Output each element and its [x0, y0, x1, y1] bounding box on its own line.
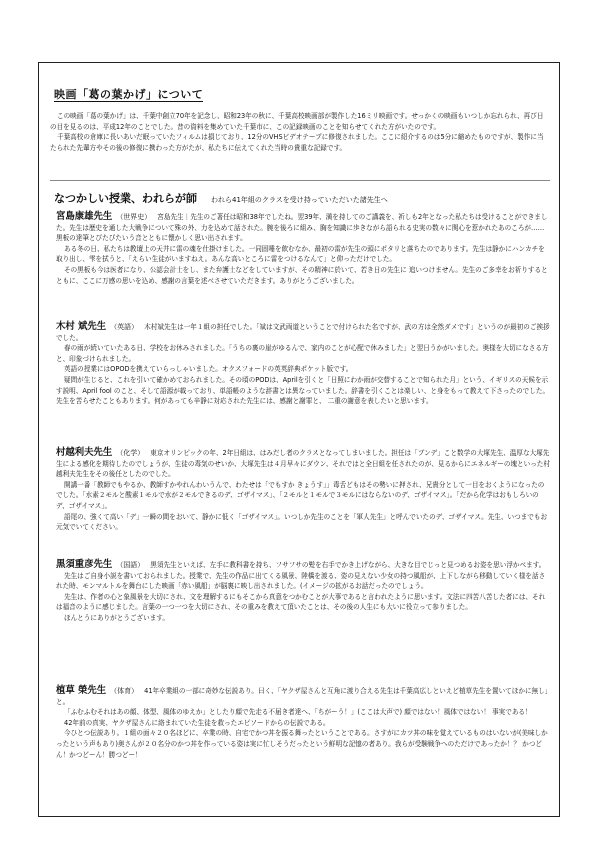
- teacher-name: 宮島康雄先生: [56, 211, 113, 222]
- teacher-name: 黒須重彦先生: [56, 559, 113, 570]
- teacher-subject: （国語）: [116, 561, 145, 569]
- teacher-paragraph: 黒須先生といえば、左手に教科書を持ち、フサフサの髪を右手でかき上げながら、大きな目でじっと見つめるお姿を思い浮かべます。: [150, 561, 546, 569]
- intro-title: 映画「葛の葉かげ」について: [54, 88, 204, 101]
- intro-body: [50, 111, 550, 153]
- teacher-block-kimura: [56, 322, 550, 407]
- teacher-paragraph: 41年卒業組の一部に奇妙な伝説あり。曰く、「ヤクザ屋さんと互角に渡り合える先生は千葉高広しといえど植草先生を置いてほかに無し」と。: [56, 687, 549, 706]
- teacher-paragraph: 先生は、作者の心と象風景を大切にされ、文を理解するにもそこから真意をつかむことが大事であると言われたように思います。文法に四苦八苦した者には、それは福音のように感じました。言葉の一つ一つを大切にされ、その重みを教えて頂いたことは、その後の人生にも大いに役立って参りました。: [56, 592, 546, 612]
- teacher-paragraph: ある冬の日、私たちは教壇上の天井に雷の魂を仕掛けました。一同固唾を飲むなか、最初の雷が先生の頭にポタリと落ちたのであります。先生は静かにハンカチを取り出し、雫を拭うと、「えらい生徒がいますねえ。あんな高いところに雷をつけるなんて」と仰っただけでした。: [56, 244, 545, 264]
- teacher-paragraph: ほんとうにありがとうございます。: [64, 613, 169, 622]
- teacher-paragraph: 英語の授業にはOPODを携えていらっしゃいました。オクスフォードの英英辞典ポケット版です。: [64, 365, 353, 374]
- teacher-name: 村越利夫先生: [56, 447, 113, 458]
- teacher-name: 木村 斌先生: [56, 321, 107, 332]
- teacher-paragraph: 先生はご自身小説を書いておられました。授業で、先生の作品に出てくる風景、陸橋を渡る、姿の見えない少女の持つ風船が、上下しながら移動していく様を話された時、モンマルトルを舞台にした映画「赤い風船」が脳裏に映し出されました。(イメージの拡がるお話だったのでしょう。: [56, 571, 546, 591]
- section-title: [54, 190, 388, 206]
- teacher-paragraph: 開講一番「教師でもやるか、教師すかやれんわいうんで、わたせは「でもすか きょうす」」毒舌どもはその勢いに押され、兄貴分として一目をおくようになったのでした。「水素２モルと酸素１モルで水が２モルできるのデ、ゴザイマス」、「２モルと１モルで３モルにはならないのデ、ゴザイマス」。「だから化学はおもしろいのデ、ゴザイマス」。: [56, 480, 545, 510]
- teacher-block-murakoshi: [56, 448, 550, 533]
- teacher-paragraph: 語尾の、強くて高い「デ」一瞬の間をおいて、静かに低く「ゴザイマス」。いつしか先生のことを「軍人先生」と呼んでいたのデ、ゴザイマス。先生、いつまでもお元気でいてください。: [56, 512, 548, 532]
- teacher-subject: （英語）: [110, 323, 139, 331]
- teacher-paragraph: 疑問が生じると、これを引いて確かめておられました。その頃のPODは、Aprilを引くと「日照にわか雨が交替することで知られた月」という、イギリスの天候を示す説明、April fool のこと、そして語源が載っており、単語帳のような辞書とは異なっていました。辞書を引くことは楽しい、と身をもって教えて下さったのでした。先生を苦らせたこともあります。何があっても辛静に対応された先生には、感謝と謝罪と、 二重の謝意を表したいと思います。: [56, 375, 550, 406]
- teacher-paragraph: 東京オリンピックの年、2年日組は、はみだし者のクラスとなってしまいました。担任は「ブンデ」こと数学の大塚先生、温厚な大塚先生による感化を期待したのでしょうが、生徒の毒気のせいか、大塚先生は４月早々にダウン、それではと全日組を任されたのが、見るからにエネルギーの塊といった村越利夫先生をその後任としたのでした。: [56, 449, 550, 479]
- intro-paragraph-2: 千葉高校の倉庫に長いあいだ眠っていたフィルムは損じており、12分のVHSビデオテープに修復されました。ここに紹介するのは5分に縮めたものですが、製作に当たられた先輩方やその後の修復に携わった方がたが、私たちに伝えてくれた当時の貴重な記録です。: [50, 133, 544, 152]
- teacher-subject: （化学）: [116, 449, 145, 457]
- teacher-paragraph: 今ひとつ伝説あり。１組の面々２０名ほどに、卒業の時、自宅でかつ丼を振る舞ったということである。さすがにカツ丼の味を覚えているものはいないが(美味しかったという声もあり)奥さんが２０名分のかつ丼を作っている姿は実に忙しそうだったという鮮明な記憶の者あり。我らが受験戦争へのただけであったか！？ かつどん！かつどーん！勝つどー！: [56, 729, 548, 759]
- section-title-text: なつかしい授業、われらが師: [54, 192, 197, 205]
- teacher-subject: （体育）: [110, 687, 139, 695]
- teacher-subject: （世界史）: [116, 213, 152, 221]
- intro-paragraph-1: この映画「葛の葉かげ」は、千葉中創立70年を記念し、昭和23年の秋に、千葉高校映画部が製作した16ミリ映画です。せっかくの映画もいつしか忘れられ、再び日の目を見るのは、平成12年のことでした。昔の資料を集めていた千葉市に、この記録映画のことを知らせてくれた方がいたのです。: [50, 112, 544, 131]
- section-subtitle: われら41年組のクラスを受け持っていただいた諸先生へ: [211, 196, 388, 204]
- teacher-paragraph: 宮島先生｜先生のご著任は昭和38年でしたね。翌39年、満を持してのご講義を、祈しも2年となった私たちは受けることができました。先生は歴史を通した大戦争について殊の外、力を込めて話された。腕を後ろに組み、胸を知識に歩きながら語られる史実の数々に関心を惹かれたあのころが…… 黒板の達筆とびたびたいう音とともに懐かしく思い出されます。: [56, 213, 548, 243]
- teacher-name: 植草 榮先生: [56, 685, 107, 696]
- teacher-block-uekusa: [56, 686, 550, 760]
- teacher-paragraph: 42年前の真実、ヤクザ屋さんに絡まれていた生徒を救ったエピソードからの伝説である。: [64, 718, 330, 727]
- teacher-paragraph: 「ふむふむそれはあの顔、体型、風体のゆえか」としたり顔で先走る不届き者達へ、「ちがーう！」(ここは大声で) 顔ではない！風体ではない！ 事実である！: [64, 708, 532, 717]
- teacher-block-miyajima: [56, 212, 550, 286]
- teacher-paragraph: 春の雨が続いていたある日、学校をお休みされました。「うちの裏の崖がゆるんで、家内のことが心配で休みました」と翌日うかがいました。奥様を大切になさる方と、印象づけられました。: [56, 344, 549, 363]
- teacher-paragraph: その黒板も今は医者になり、公認会計士をし、また弁護士などをしていますが、その精神に於いて、若き日の先生に 追いつけません。先生のご多幸をお祈りするとともに、ここに万感の思いを込め、感謝の言葉を述べさせていただきます。ありがとうございました。: [56, 265, 548, 285]
- teacher-paragraph: 木村斌先生は一年１組の担任でした。「斌は文武両道ということで付けられた名ですが、武の方は全然ダメです」というのが最初のご挨拶でした。: [56, 323, 550, 342]
- teacher-block-kurosu: [56, 560, 550, 624]
- divider: [50, 180, 550, 181]
